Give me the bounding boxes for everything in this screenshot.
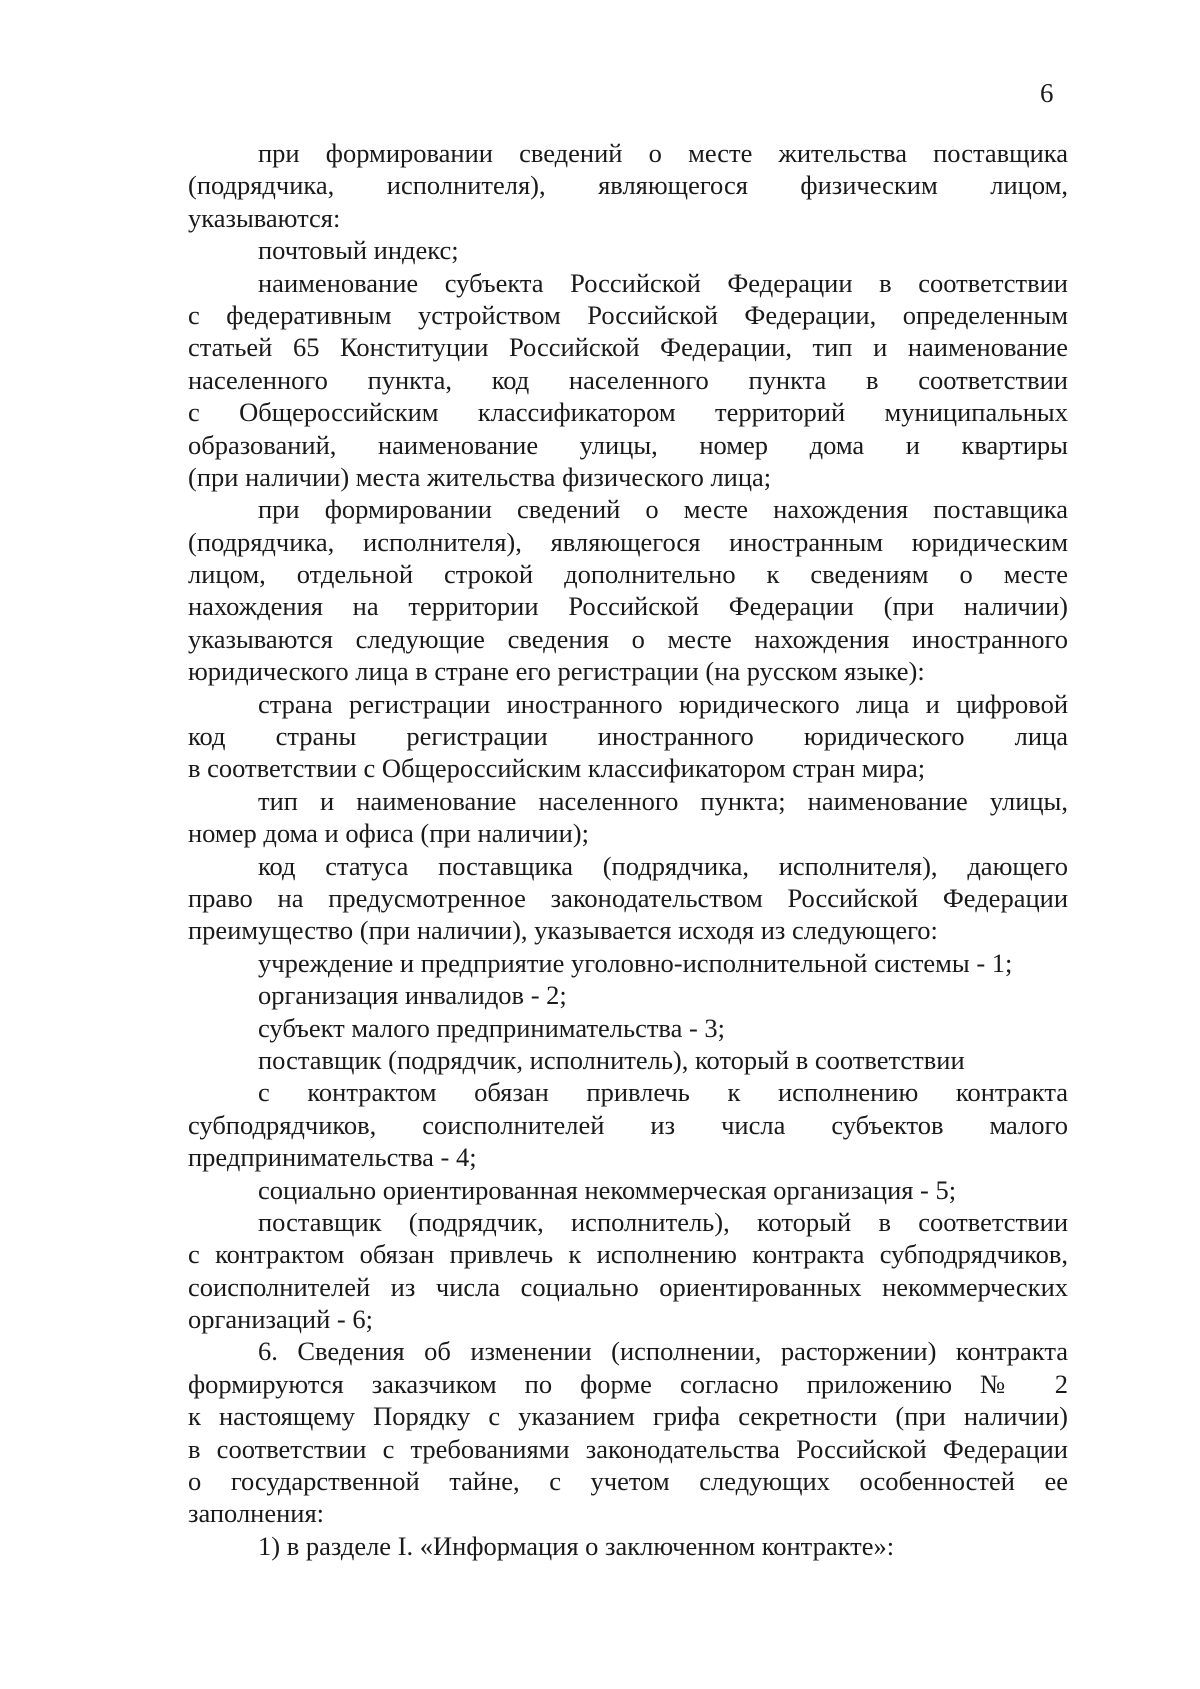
text-line: указываются следующие сведения о месте нахождения иностранного [188, 623, 1068, 654]
text-line: с федеративным устройством Российской Федерации, определенным [188, 299, 1068, 330]
text-line: с контрактом обязан привлечь к исполнению контракта субподрядчиков, [188, 1239, 1068, 1270]
text-line: организаций - 6; [188, 1304, 373, 1335]
text-line: соисполнителей из числа социально ориентированных некоммерческих [188, 1271, 1068, 1302]
text-line: тип и наименование населенного пункта; наименование улицы, [258, 785, 1068, 816]
text-line: почтовый индекс; [258, 235, 459, 266]
text-line: заполнения: [188, 1498, 325, 1529]
text-line: при формировании сведений о месте нахождения поставщика [258, 494, 1068, 525]
text-line: поставщик (подрядчик, исполнитель), который в соответствии [258, 1044, 965, 1075]
text-line: населенного пункта, код населенного пункта в соответствии [188, 364, 1068, 395]
text-line: с контрактом обязан привлечь к исполнению контракта [258, 1077, 1068, 1108]
text-line: социально ориентированная некоммерческая организация - 5; [258, 1174, 957, 1205]
text-line: (подрядчика, исполнителя), являющегося иностранным юридическим [188, 526, 1068, 557]
text-line: в соответствии с Общероссийским классификатором стран мира; [188, 753, 926, 784]
text-line: предпринимательства - 4; [188, 1142, 477, 1173]
text-line: 1) в разделе I. «Информация о заключенном контракте»: [258, 1530, 895, 1561]
text-line: с Общероссийским классификатором территорий муниципальных [188, 397, 1068, 428]
text-line: образований, наименование улицы, номер дома и квартиры [188, 429, 1068, 460]
text-line: учреждение и предприятие уголовно-исполнительной системы - 1; [258, 947, 1013, 978]
text-line: поставщик (подрядчик, исполнитель), который в соответствии [258, 1206, 1068, 1237]
text-line: номер дома и офиса (при наличии); [188, 818, 589, 849]
text-line: код страны регистрации иностранного юридического лица [188, 721, 1068, 752]
text-line: указываются: [188, 202, 341, 233]
text-line: наименование субъекта Российской Федерации в соответствии [258, 267, 1068, 298]
text-line: формируются заказчиком по форме согласно приложению № 2 [188, 1368, 1068, 1399]
text-line: 6. Сведения об изменении (исполнении, расторжении) контракта [258, 1336, 1068, 1367]
text-line: страна регистрации иностранного юридического лица и цифровой [258, 688, 1068, 719]
text-line: о государственной тайне, с учетом следующих особенностей ее [188, 1466, 1068, 1497]
text-line: юридического лица в стране его регистрации (на русском языке): [188, 656, 925, 687]
text-line: (подрядчика, исполнителя), являющегося физическим лицом, [188, 170, 1068, 201]
text-line: в соответствии с требованиями законодательства Российской Федерации [188, 1433, 1068, 1464]
text-line: преимущество (при наличии), указывается исходя из следующего: [188, 915, 938, 946]
text-line: (при наличии) места жительства физического лица; [188, 461, 772, 492]
page-number: 6 [1040, 78, 1054, 108]
text-line: право на предусмотренное законодательством Российской Федерации [188, 882, 1068, 913]
text-line: лицом, отдельной строкой дополнительно к сведениям о месте [188, 559, 1068, 590]
text-line: субподрядчиков, соисполнителей из числа субъектов малого [188, 1109, 1068, 1140]
text-line: субъект малого предпринимательства - 3; [258, 1012, 726, 1043]
text-line: к настоящему Порядку с указанием грифа секретности (при наличии) [188, 1401, 1068, 1432]
text-line: при формировании сведений о месте жительства поставщика [258, 138, 1068, 168]
text-line: код статуса поставщика (подрядчика, исполнителя), дающего [258, 850, 1068, 881]
text-line: организация инвалидов - 2; [258, 980, 567, 1011]
document-body [188, 137, 1068, 1562]
text-line: статьей 65 Конституции Российской Федерации, тип и наименование [188, 332, 1068, 363]
text-line: нахождения на территории Российской Федерации (при наличии) [188, 591, 1068, 622]
